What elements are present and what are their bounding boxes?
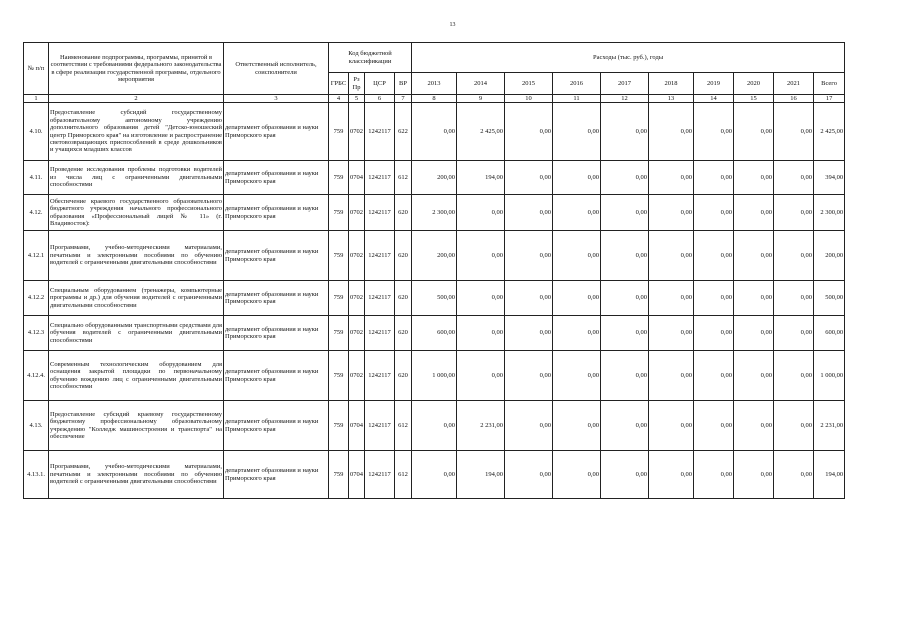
header-code-0: ГРБС xyxy=(329,73,349,95)
row-year-value: 0,00 xyxy=(774,351,814,401)
column-number: 6 xyxy=(365,95,395,103)
header-year-5: 2018 xyxy=(649,73,694,95)
row-year-value: 0,00 xyxy=(734,195,774,231)
row-responsible: департамент образования и науки Приморского края xyxy=(224,316,329,351)
row-name: Современным технологическим оборудованием для оснащения закрытой площадки по первоначальному обучению вождению лиц с ограниченными двигательными способностями xyxy=(49,351,224,401)
row-year-value: 0,00 xyxy=(734,161,774,195)
row-year-value: 0,00 xyxy=(553,231,601,281)
row-year-value: 0,00 xyxy=(505,231,553,281)
row-year-value: 0,00 xyxy=(553,195,601,231)
row-name: Проведение исследования проблемы подготовки водителей из числа лиц с ограниченными двигательными способностями xyxy=(49,161,224,195)
row-year-value: 0,00 xyxy=(505,351,553,401)
row-year-value: 0,00 xyxy=(457,281,505,316)
table-body xyxy=(24,103,845,499)
column-number: 16 xyxy=(774,95,814,103)
column-number: 3 xyxy=(224,95,329,103)
column-number: 10 xyxy=(505,95,553,103)
header-code-2: ЦСР xyxy=(365,73,395,95)
row-rzpr: 0702 xyxy=(349,103,365,161)
row-total: 2 425,00 xyxy=(814,103,845,161)
row-year-value: 0,00 xyxy=(553,281,601,316)
row-year-value: 0,00 xyxy=(505,161,553,195)
row-year-value: 0,00 xyxy=(649,195,694,231)
table-row xyxy=(24,451,845,499)
row-vr: 620 xyxy=(395,351,412,401)
row-year-value: 0,00 xyxy=(694,103,734,161)
column-number: 12 xyxy=(601,95,649,103)
row-year-value: 600,00 xyxy=(412,316,457,351)
row-year-value: 2 300,00 xyxy=(412,195,457,231)
row-num: 4.12.4. xyxy=(24,351,49,401)
row-year-value: 0,00 xyxy=(505,316,553,351)
row-vr: 620 xyxy=(395,195,412,231)
row-vr: 620 xyxy=(395,316,412,351)
row-csr: 1242117 xyxy=(365,103,395,161)
row-year-value: 0,00 xyxy=(649,161,694,195)
column-number: 8 xyxy=(412,95,457,103)
row-grbs: 759 xyxy=(329,351,349,401)
row-year-value: 0,00 xyxy=(774,195,814,231)
header-num: № п/п xyxy=(24,43,49,95)
row-responsible: департамент образования и науки Приморского края xyxy=(224,451,329,499)
row-year-value: 500,00 xyxy=(412,281,457,316)
row-year-value: 0,00 xyxy=(601,195,649,231)
column-number: 2 xyxy=(49,95,224,103)
row-year-value: 0,00 xyxy=(505,103,553,161)
table-row xyxy=(24,161,845,195)
row-grbs: 759 xyxy=(329,195,349,231)
row-num: 4.12.1 xyxy=(24,231,49,281)
row-rzpr: 0702 xyxy=(349,351,365,401)
row-rzpr: 0704 xyxy=(349,161,365,195)
row-csr: 1242117 xyxy=(365,401,395,451)
row-year-value: 200,00 xyxy=(412,161,457,195)
row-vr: 620 xyxy=(395,281,412,316)
row-year-value: 0,00 xyxy=(774,231,814,281)
table-row xyxy=(24,281,845,316)
row-name: Программами, учебно-методическими материалами, печатными и электронными пособиями по обучению водителей с ограниченными двигательными способностями xyxy=(49,231,224,281)
row-year-value: 0,00 xyxy=(649,316,694,351)
header-budget-code: Код бюджетной классификации xyxy=(329,43,412,73)
row-csr: 1242117 xyxy=(365,316,395,351)
row-year-value: 0,00 xyxy=(505,401,553,451)
budget-table xyxy=(23,42,845,499)
row-responsible: департамент образования и науки Приморского края xyxy=(224,161,329,195)
row-year-value: 0,00 xyxy=(734,231,774,281)
row-year-value: 0,00 xyxy=(694,195,734,231)
table-row xyxy=(24,401,845,451)
row-year-value: 0,00 xyxy=(649,103,694,161)
table-row xyxy=(24,103,845,161)
row-vr: 612 xyxy=(395,401,412,451)
header-name: Наименование подпрограммы, программы, принятой в соответствии с требованиями федерального законодательства в сфере реализации государственной программы, отдельного мероприятия xyxy=(49,43,224,95)
row-grbs: 759 xyxy=(329,451,349,499)
row-grbs: 759 xyxy=(329,281,349,316)
row-vr: 612 xyxy=(395,161,412,195)
header-year-6: 2019 xyxy=(694,73,734,95)
row-year-value: 0,00 xyxy=(601,451,649,499)
row-grbs: 759 xyxy=(329,231,349,281)
row-year-value: 0,00 xyxy=(553,351,601,401)
row-year-value: 0,00 xyxy=(601,231,649,281)
row-name: Программами, учебно-методическими материалами, печатными и электронными пособиями по обучению водителей с ограниченными двигательными способностями xyxy=(49,451,224,499)
row-year-value: 0,00 xyxy=(694,161,734,195)
header-year-4: 2017 xyxy=(601,73,649,95)
column-number: 13 xyxy=(649,95,694,103)
row-year-value: 194,00 xyxy=(457,161,505,195)
header-year-0: 2013 xyxy=(412,73,457,95)
column-number: 11 xyxy=(553,95,601,103)
row-year-value: 0,00 xyxy=(734,401,774,451)
row-year-value: 0,00 xyxy=(601,103,649,161)
row-year-value: 0,00 xyxy=(774,103,814,161)
row-year-value: 0,00 xyxy=(649,231,694,281)
header-year-3: 2016 xyxy=(553,73,601,95)
row-csr: 1242117 xyxy=(365,281,395,316)
row-responsible: департамент образования и науки Приморского края xyxy=(224,195,329,231)
column-number: 9 xyxy=(457,95,505,103)
row-csr: 1242117 xyxy=(365,231,395,281)
row-num: 4.10. xyxy=(24,103,49,161)
row-total: 600,00 xyxy=(814,316,845,351)
row-year-value: 2 425,00 xyxy=(457,103,505,161)
row-year-value: 0,00 xyxy=(649,451,694,499)
header-code-3: ВР xyxy=(395,73,412,95)
row-year-value: 0,00 xyxy=(601,316,649,351)
column-number: 15 xyxy=(734,95,774,103)
row-rzpr: 0702 xyxy=(349,316,365,351)
row-total: 2 300,00 xyxy=(814,195,845,231)
row-year-value: 0,00 xyxy=(694,231,734,281)
row-year-value: 0,00 xyxy=(694,316,734,351)
row-year-value: 0,00 xyxy=(601,281,649,316)
row-name: Обеспечение краевого государственного образовательного бюджетного учреждения начального профессионального образования «Профессиональный лицей № 11» (г. Владивосток): xyxy=(49,195,224,231)
row-year-value: 0,00 xyxy=(694,451,734,499)
row-year-value: 0,00 xyxy=(649,351,694,401)
row-rzpr: 0704 xyxy=(349,401,365,451)
header-responsible: Ответственный исполнитель, соисполнители xyxy=(224,43,329,95)
header-year-1: 2014 xyxy=(457,73,505,95)
header-year-2: 2015 xyxy=(505,73,553,95)
row-rzpr: 0702 xyxy=(349,231,365,281)
header-code-1: Рз Пр xyxy=(349,73,365,95)
row-total: 200,00 xyxy=(814,231,845,281)
row-num: 4.13. xyxy=(24,401,49,451)
row-num: 4.11. xyxy=(24,161,49,195)
row-year-value: 0,00 xyxy=(553,316,601,351)
row-year-value: 0,00 xyxy=(694,351,734,401)
row-total: 2 231,00 xyxy=(814,401,845,451)
row-year-value: 0,00 xyxy=(412,451,457,499)
row-year-value: 0,00 xyxy=(694,281,734,316)
row-year-value: 0,00 xyxy=(734,351,774,401)
table-row xyxy=(24,351,845,401)
row-year-value: 0,00 xyxy=(649,401,694,451)
row-csr: 1242117 xyxy=(365,351,395,401)
row-total: 500,00 xyxy=(814,281,845,316)
row-responsible: департамент образования и науки Приморского края xyxy=(224,231,329,281)
row-name: Специально оборудованными транспортными средствами для обучения водителей с ограниченными двигательными способностями xyxy=(49,316,224,351)
row-year-value: 0,00 xyxy=(774,316,814,351)
row-num: 4.13.1. xyxy=(24,451,49,499)
row-num: 4.12.2 xyxy=(24,281,49,316)
row-year-value: 0,00 xyxy=(694,401,734,451)
row-year-value: 1 000,00 xyxy=(412,351,457,401)
row-csr: 1242117 xyxy=(365,451,395,499)
table-row xyxy=(24,231,845,281)
row-vr: 612 xyxy=(395,451,412,499)
column-number: 17 xyxy=(814,95,845,103)
row-year-value: 0,00 xyxy=(412,103,457,161)
column-number: 7 xyxy=(395,95,412,103)
row-year-value: 0,00 xyxy=(734,451,774,499)
row-year-value: 0,00 xyxy=(457,231,505,281)
row-year-value: 0,00 xyxy=(734,103,774,161)
row-grbs: 759 xyxy=(329,103,349,161)
row-csr: 1242117 xyxy=(365,161,395,195)
row-year-value: 0,00 xyxy=(649,281,694,316)
header-year-7: 2020 xyxy=(734,73,774,95)
row-year-value: 0,00 xyxy=(601,161,649,195)
column-number: 5 xyxy=(349,95,365,103)
row-responsible: департамент образования и науки Приморского края xyxy=(224,401,329,451)
row-year-value: 0,00 xyxy=(457,195,505,231)
row-year-value: 0,00 xyxy=(457,316,505,351)
row-year-value: 200,00 xyxy=(412,231,457,281)
row-vr: 622 xyxy=(395,103,412,161)
row-rzpr: 0702 xyxy=(349,281,365,316)
row-total: 194,00 xyxy=(814,451,845,499)
row-grbs: 759 xyxy=(329,401,349,451)
row-responsible: департамент образования и науки Приморского края xyxy=(224,281,329,316)
row-year-value: 0,00 xyxy=(774,161,814,195)
table-row xyxy=(24,195,845,231)
row-year-value: 0,00 xyxy=(774,401,814,451)
row-year-value: 194,00 xyxy=(457,451,505,499)
row-year-value: 0,00 xyxy=(774,451,814,499)
header-expenses: Расходы (тыс. руб.), годы xyxy=(412,43,845,73)
header-year-9: Всего xyxy=(814,73,845,95)
row-year-value: 0,00 xyxy=(553,161,601,195)
row-year-value: 0,00 xyxy=(505,281,553,316)
row-year-value: 0,00 xyxy=(505,195,553,231)
row-rzpr: 0704 xyxy=(349,451,365,499)
row-year-value: 0,00 xyxy=(601,351,649,401)
row-grbs: 759 xyxy=(329,316,349,351)
row-vr: 620 xyxy=(395,231,412,281)
row-total: 394,00 xyxy=(814,161,845,195)
row-csr: 1242117 xyxy=(365,195,395,231)
row-num: 4.12.3 xyxy=(24,316,49,351)
row-total: 1 000,00 xyxy=(814,351,845,401)
row-year-value: 2 231,00 xyxy=(457,401,505,451)
column-number: 1 xyxy=(24,95,49,103)
row-name: Предоставление субсидий государственному образовательному автономному учреждению дополнительного образования детей "Детско-юношеский центр Приморского края" на изготовление и распространение световозвращающих приспособлений в среде дошкольников и учащихся младших классов xyxy=(49,103,224,161)
column-number: 14 xyxy=(694,95,734,103)
row-year-value: 0,00 xyxy=(553,451,601,499)
row-responsible: департамент образования и науки Приморского края xyxy=(224,103,329,161)
row-year-value: 0,00 xyxy=(601,401,649,451)
row-year-value: 0,00 xyxy=(734,281,774,316)
row-responsible: департамент образования и науки Приморского края xyxy=(224,351,329,401)
page-number: 13 xyxy=(449,22,456,28)
column-numbers-row xyxy=(24,95,845,103)
row-year-value: 0,00 xyxy=(457,351,505,401)
row-year-value: 0,00 xyxy=(412,401,457,451)
row-num: 4.12. xyxy=(24,195,49,231)
row-name: Предоставление субсидий краевому государственному бюджетному профессиональному образовательному учреждению "Колледж машиностроения и транспорта" на обеспечение xyxy=(49,401,224,451)
row-year-value: 0,00 xyxy=(553,401,601,451)
table-row xyxy=(24,316,845,351)
row-year-value: 0,00 xyxy=(553,103,601,161)
row-year-value: 0,00 xyxy=(774,281,814,316)
row-grbs: 759 xyxy=(329,161,349,195)
row-year-value: 0,00 xyxy=(734,316,774,351)
row-name: Специальным оборудованием (тренажеры, компьютерные программы и др.) для обучения водителей с ограниченными двигательными способностями xyxy=(49,281,224,316)
row-year-value: 0,00 xyxy=(505,451,553,499)
row-rzpr: 0702 xyxy=(349,195,365,231)
header-year-8: 2021 xyxy=(774,73,814,95)
column-number: 4 xyxy=(329,95,349,103)
